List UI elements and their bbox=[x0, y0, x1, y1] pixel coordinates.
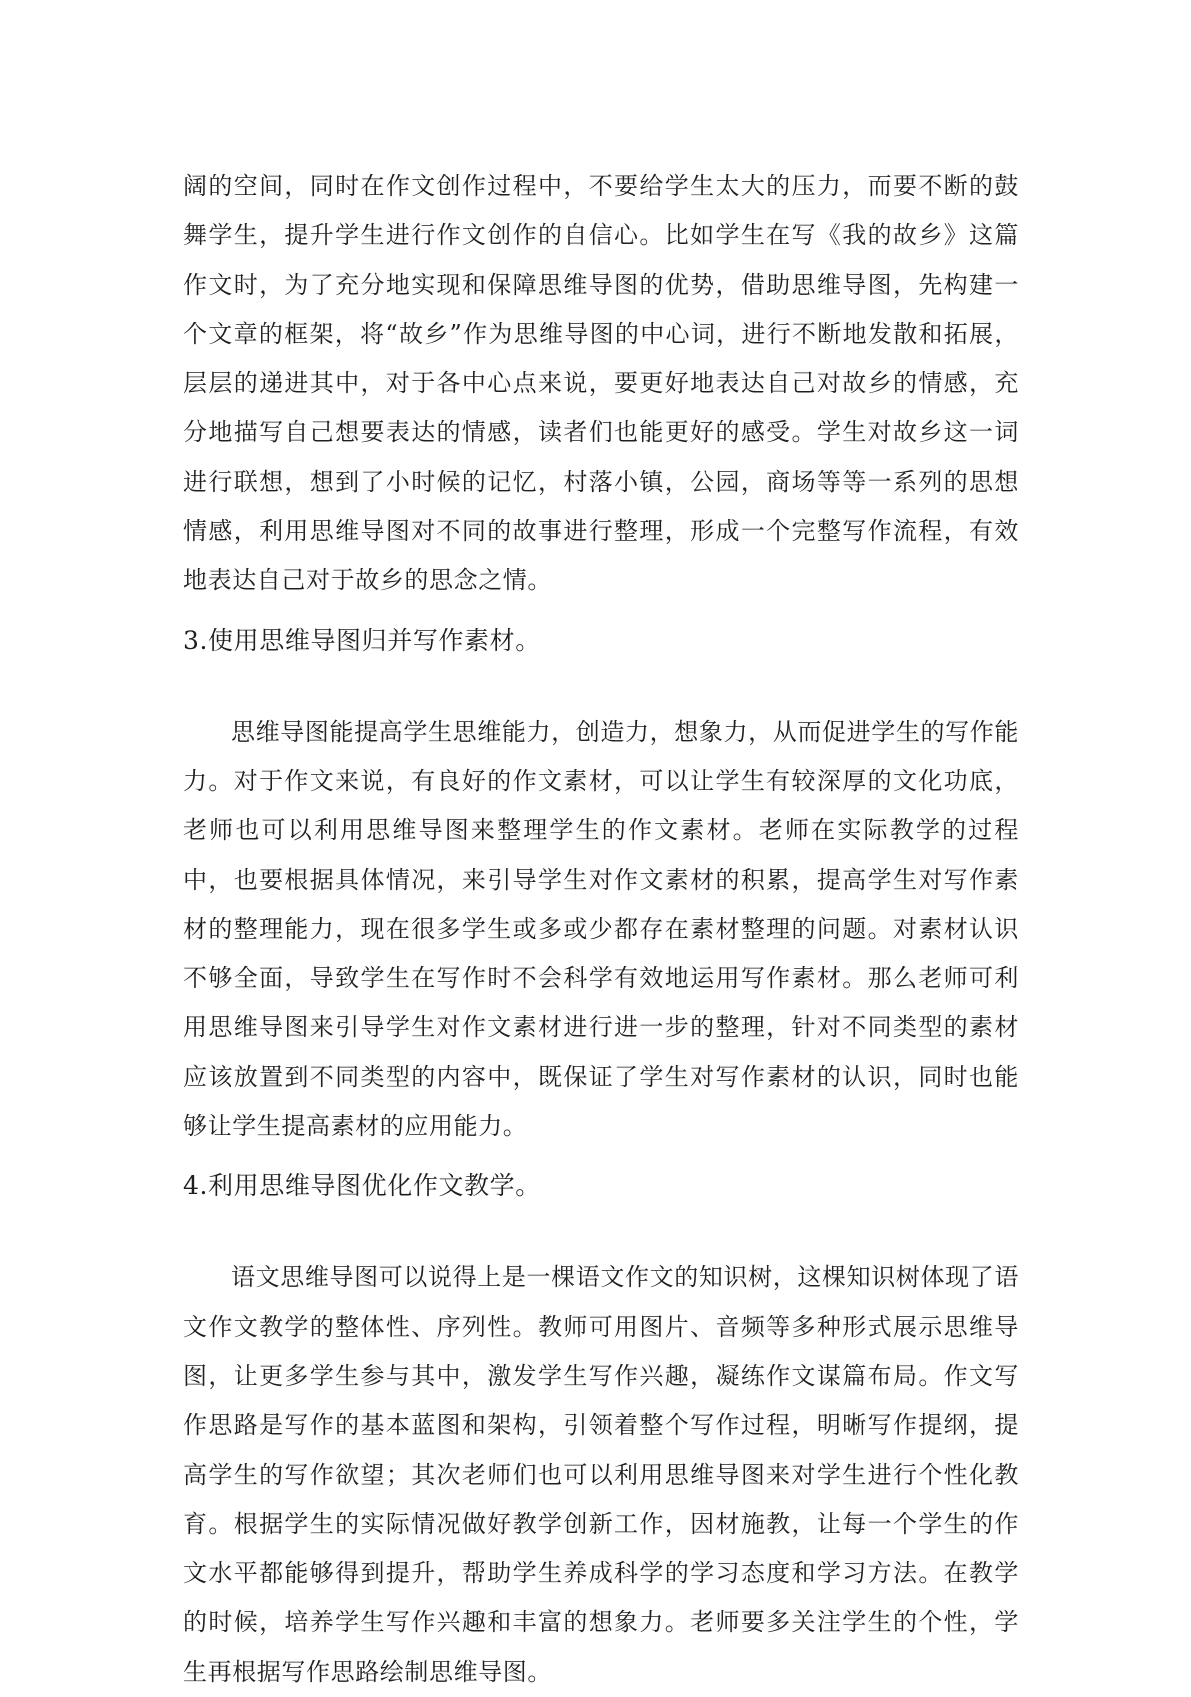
body-paragraph-2: 思维导图能提高学生思维能力，创造力，想象力，从而促进学生的写作能力。对于作文来说，有良好的作文素材，可以让学生有较深厚的文化功底，老师也可以利用思维导图来整理学生的作文素材。老师在实际教学的过程中，也要根据具体情况，来引导学生对作文素材的积累，提高学生对写作素材的整理能力，现在很多学生或多或少都存在素材整理的问题。对素材认识不够全面，导致学生在写作时不会科学有效地运用写作素材。那么老师可利用思维导图来引导学生对作文素材进行进一步的整理，针对不同类型的素材应该放置到不同类型的内容中，既保证了学生对写作素材的认识，同时也能够让学生提高素材的应用能力。 bbox=[183, 717, 1019, 1141]
body-paragraph-1: 阔的空间，同时在作文创作过程中，不要给学生太大的压力，而要不断的鼓舞学生，提升学生进行作文创作的自信心。比如学生在写《我的故乡》这篇作文时，为了充分地实现和保障思维导图的优势，借助思维导图，先构建一个文章的框架，将“故乡”作为思维导图的中心词，进行不断地发散和拓展，层层的递进其中，对于各中心点来说，要更好地表达自己对故乡的情感，充分地描写自己想要表达的情感，读者们也能更好的感受。学生对故乡这一词进行联想，想到了小时候的记忆，村落小镇，公园，商场等等一系列的思想情感，利用思维导图对不同的故事进行整理，形成一个完整写作流程，有效地表达自己对于故乡的思念之情。 bbox=[183, 172, 1019, 595]
section-heading-4: 4.利用思维导图优化作文教学。 bbox=[183, 1171, 541, 1201]
body-paragraph-3: 语文思维导图可以说得上是一棵语文作文的知识树，这棵知识树体现了语文作文教学的整体性、序列性。教师可用图片、音频等多种形式展示思维导图，让更多学生参与其中，激发学生写作兴趣，凝练作文谋篇布局。作文写作思路是写作的基本蓝图和架构，引领着整个写作过程，明晰写作提纲，提高学生的写作欲望；其次老师们也可以利用思维导图来对学生进行个性化教育。根据学生的实际情况做好教学创新工作，因材施教，让每一个学生的作文水平都能够得到提升，帮助学生养成科学的学习态度和学习方法。在教学的时候，培养学生写作兴趣和丰富的想象力。老师要多关注学生的个性，学生再根据写作思路绘制思维导图。 bbox=[183, 1263, 1019, 1686]
document-body bbox=[183, 162, 1019, 1697]
section-heading-3: 3.使用思维导图归并写作素材。 bbox=[183, 625, 541, 655]
